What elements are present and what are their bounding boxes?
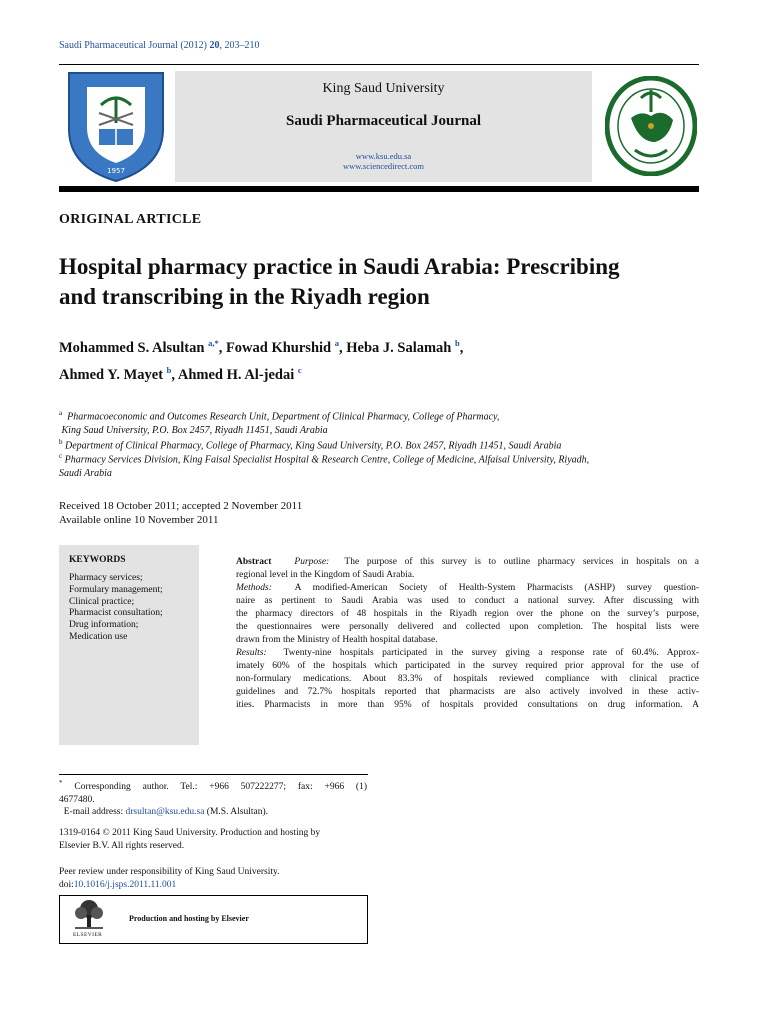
- abstract-text: Abstract Purpose: The purpose of this survey is to outline pharmacy services in hospitals on a regional level in the Kingdom of Saudi Arabia. Methods: A modified-American Society of Health-System Pharmacists (ASHP) survey question- naire as pertinent to Saudi Arabia was used to conduct a national survey. After discussing with the pharmacy directors of 48 hospitals in the Riyadh region over the phone on the survey’s purpose, the questionnaires were personally delivered and collected upon completion. The hospital lists were drawn from the Ministry of Health hospital database. Results: Twenty-nine hospitals participated in the survey giving a response rate of 60.4%. Approx- imately 60% of the hospitals which participated in the survey required prior approval for the use of non-formulary medications. About 83.3% of hospitals reviewed compliance with clinical practice guidelines and 72.7% hospitals reported that pharmacists are also actively involved in these activ- ities. Pharmacists in more than 95% of hospitals provided consultations on drug information. A: [236, 557, 700, 710]
- keyword-item: Clinical practice;: [69, 596, 135, 607]
- header-bottom-rule: [59, 186, 699, 192]
- affiliation-mark[interactable]: c: [297, 364, 302, 375]
- journal-citation[interactable]: Saudi Pharmaceutical Journal (2012) 20, 203–210: [59, 40, 260, 51]
- svg-text:1957: 1957: [107, 167, 125, 175]
- abstract-label: Abstract: [236, 557, 272, 567]
- sciencedirect-url-link[interactable]: www.sciencedirect.com: [342, 161, 425, 171]
- keywords-heading: KEYWORDS: [69, 555, 126, 565]
- keyword-item: Medication use: [69, 631, 128, 642]
- keyword-item: Formulary management;: [69, 584, 163, 595]
- keyword-item: Pharmacist consultation;: [69, 608, 163, 619]
- affiliation-c: $^c$ Pharmacy Services Division, King Faisal Specialist Hospital & Research Centre, College of Medicine, Alfaisal University, Riyadh, Saudi Arabia: [59, 452, 590, 479]
- article-type: ORIGINAL ARTICLE: [59, 212, 202, 227]
- affiliation-mark[interactable]: b: [166, 364, 172, 375]
- available-date: Available online 10 November 2011: [59, 514, 219, 526]
- affiliation-mark[interactable]: a,*: [208, 338, 219, 348]
- author-name: Fowad Khurshid: [225, 339, 335, 356]
- saudi-pharmaceutical-society-logo: [605, 76, 697, 181]
- affiliation-mark[interactable]: a: [334, 338, 339, 348]
- affiliation-b: $^b$ Department of Clinical Pharmacy, College of Pharmacy, King Saud University, P.O. Box 2457, Riyadh 11451, Saudi Arabia: [59, 438, 562, 452]
- keywords-list: [69, 573, 163, 644]
- author-name: Ahmed Y. Mayet: [59, 366, 167, 383]
- author-name: Mohammed S. Alsultan: [59, 339, 209, 356]
- ksu-url-link[interactable]: www.ksu.edu.sa: [355, 151, 412, 161]
- keyword-item: Pharmacy services;: [69, 573, 143, 583]
- author-list: Mohammed S. Alsultan $^{a,*}$, Fowad Khurshid $^a$, Heba J. Salamah $^b$, Ahmed Y. Mayet $^b$, Ahmed H. Al-jedai $^c$: [59, 338, 464, 383]
- elsevier-tree-icon: [69, 899, 109, 936]
- university-name: King Saud University: [322, 81, 445, 96]
- received-date: Received 18 October 2011; accepted 2 November 2011: [59, 500, 303, 512]
- article-title: Hospital pharmacy practice in Saudi Arabia: Prescribing and transcribing in the Riyadh region: [59, 254, 620, 309]
- copyright-note: 1319-0164 © 2011 King Saud University. Production and hosting by Elsevier B.V. All rights reserved.: [59, 828, 321, 851]
- affiliation-a: $^a$ Pharmacoeconomic and Outcomes Research Unit, Department of Clinical Pharmacy, College of Pharmacy, King Saud University, P.O. Box 2457, Riyadh 11451, Saudi Arabia: [59, 409, 500, 436]
- elsevier-wordmark: ELSEVIER: [73, 932, 103, 938]
- doi-link[interactable]: 10.1016/j.jsps.2011.11.001: [73, 879, 177, 890]
- peer-review-note: Peer review under responsibility of King Saud University. doi:10.1016/j.jsps.2011.11.001: [59, 867, 280, 890]
- author-name: Ahmed H. Al-jedai: [177, 366, 298, 383]
- affiliation-mark[interactable]: b: [455, 338, 460, 348]
- production-hosting-text: Production and hosting by Elsevier: [129, 914, 249, 923]
- footnote-rule: [59, 774, 368, 775]
- king-saud-university-logo: [61, 69, 171, 188]
- journal-name: Saudi Pharmaceutical Journal: [285, 113, 481, 129]
- corresponding-author-note: * Corresponding author. Tel.: +966 507222277; fax: +966 (1) 4677480. E-mail address: drsultan@ksu.edu.sa (M.S. Alsultan).: [59, 779, 367, 818]
- email-link[interactable]: drsultan@ksu.edu.sa: [125, 807, 205, 818]
- keyword-item: Drug information;: [69, 620, 139, 631]
- header-top-rule: [59, 64, 699, 65]
- author-name: Heba J. Salamah: [346, 339, 455, 356]
